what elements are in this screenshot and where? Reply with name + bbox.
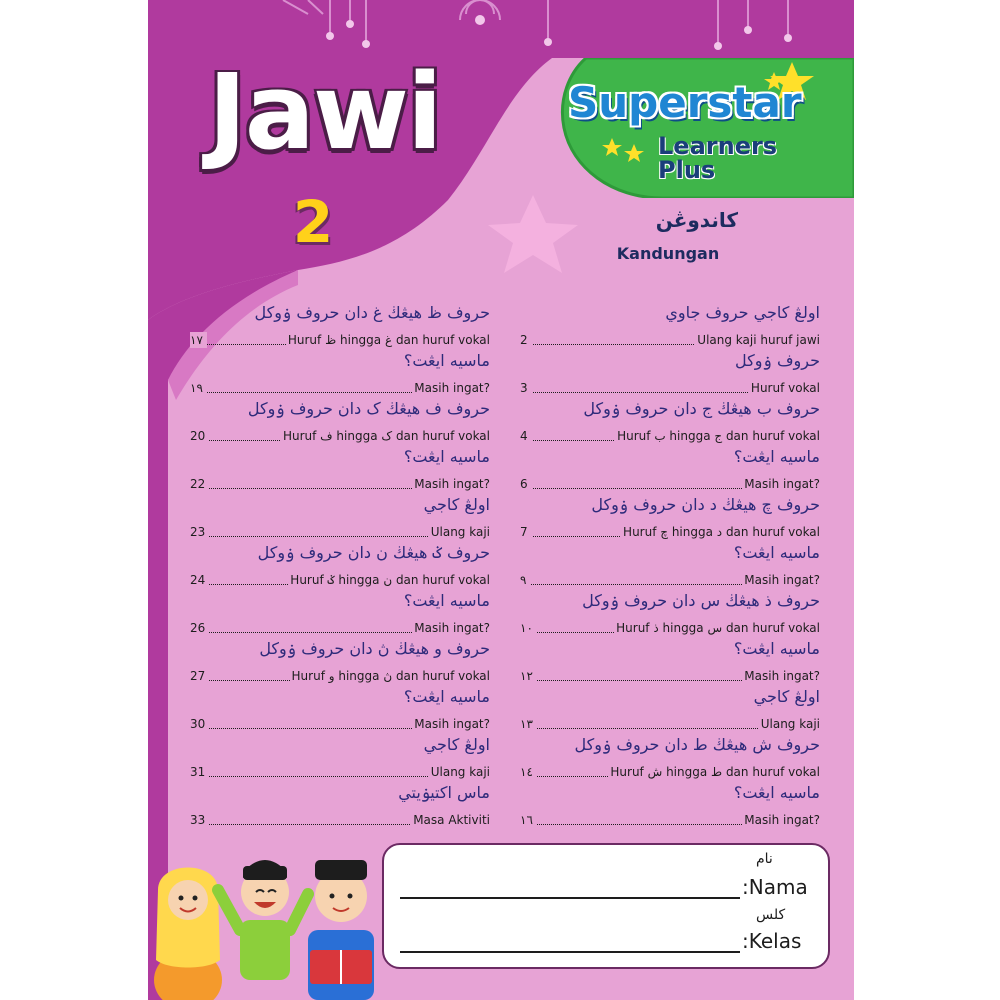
contents-entry — [520, 782, 820, 830]
entry-title-rumi: Huruf ذ hingga س dan huruf vokal — [616, 621, 820, 635]
entry-title-rumi: Huruf چ hingga د dan huruf vokal — [623, 525, 820, 539]
entry-page-number: ١٣ — [520, 716, 537, 732]
contents-entry — [190, 494, 490, 542]
entry-title-jawi: ماسيه ايڠت؟ — [403, 447, 490, 466]
contents-entry — [520, 590, 820, 638]
entry-page-number: 24 — [190, 572, 209, 588]
entry-title-rumi: Huruf ظ hingga غ dan huruf vokal — [287, 333, 490, 347]
entry-dot-leader — [520, 710, 820, 729]
entry-title-jawi: حروف ذ هيڠڬ س دان حروف ۏوكل — [582, 591, 820, 610]
name-class-form — [382, 843, 830, 969]
entry-page-number: ١٧ — [190, 332, 207, 348]
entry-page-number: 3 — [520, 380, 532, 396]
class-label: :Kelas — [742, 929, 802, 953]
entry-page-number: 23 — [190, 524, 209, 540]
brand-name: Superstar — [568, 78, 802, 127]
entry-title-jawi: حروف ش هيڠڬ ط دان حروف ۏوكل — [574, 735, 820, 754]
entry-dot-leader — [190, 710, 490, 729]
entry-page-number: ١٦ — [520, 812, 537, 828]
entry-title-rumi: Huruf و hingga ڽ dan huruf vokal — [291, 669, 490, 683]
entry-title-rumi: Masih ingat? — [744, 669, 820, 683]
entry-dot-leader — [190, 758, 490, 777]
entry-dot-leader — [190, 326, 490, 345]
contents-entry — [520, 350, 820, 398]
entry-dot-leader — [190, 518, 490, 537]
entry-title-rumi: Masih ingat? — [414, 477, 490, 491]
entry-dot-leader — [190, 662, 490, 681]
entry-page-number: ١٩ — [190, 380, 207, 396]
entry-title-jawi: حروف ف هيڠڬ ک دان حروف ۏوكل — [247, 399, 490, 418]
contents-entry — [190, 350, 490, 398]
entry-dot-leader — [190, 374, 490, 393]
entry-dot-leader — [520, 326, 820, 345]
entry-title-jawi: ماسيه ايڠت؟ — [403, 351, 490, 370]
entry-page-number: 26 — [190, 620, 209, 636]
entry-title-rumi: Ulang kaji — [760, 717, 820, 731]
contents-entry — [520, 494, 820, 542]
entry-title-rumi: Huruf ش hingga ط dan huruf vokal — [610, 765, 820, 779]
class-label-jawi: كلس — [756, 907, 786, 923]
entry-dot-leader — [520, 566, 820, 585]
entry-dot-leader — [190, 422, 490, 441]
entry-dot-leader — [190, 614, 490, 633]
name-label: :Nama — [742, 875, 808, 899]
contents-entry — [190, 638, 490, 686]
entry-title-jawi: اولڠ كاجي — [423, 735, 490, 754]
entry-page-number: ١٤ — [520, 764, 537, 780]
entry-page-number: ١٢ — [520, 668, 537, 684]
entry-dot-leader — [520, 662, 820, 681]
entry-title-jawi: حروف ظ هيڠڬ غ دان حروف ۏوكل — [254, 303, 490, 322]
entry-title-jawi: ماسيه ايڠت؟ — [733, 543, 820, 562]
entry-title-rumi: Masih ingat? — [414, 717, 490, 731]
entry-title-rumi: Masih ingat? — [414, 381, 490, 395]
entry-title-jawi: حروف ۏوكل — [735, 351, 820, 370]
entry-page-number: 7 — [520, 524, 532, 540]
entry-title-rumi: Masih ingat? — [744, 477, 820, 491]
entry-dot-leader — [520, 758, 820, 777]
entry-title-rumi: Huruf vokal — [750, 381, 820, 395]
book-cover — [148, 0, 854, 1000]
entry-title-rumi: Huruf ب hingga ج dan huruf vokal — [617, 429, 820, 443]
name-field[interactable] — [400, 897, 740, 899]
contents-entry — [520, 398, 820, 446]
entry-dot-leader — [190, 470, 490, 489]
entry-title-rumi: Masih ingat? — [744, 813, 820, 827]
entry-page-number: ٩ — [520, 572, 530, 588]
entry-page-number: 31 — [190, 764, 209, 780]
volume-number: 2 — [292, 188, 334, 256]
contents-entry — [520, 734, 820, 782]
contents-entry — [190, 542, 490, 590]
entry-title-jawi: ماس اكتيۏيتي — [398, 783, 490, 802]
entry-page-number: 20 — [190, 428, 209, 444]
book-title: Jawi — [208, 51, 441, 173]
entry-title-rumi: Huruf ݢ hingga ن dan huruf vokal — [290, 573, 490, 587]
entry-dot-leader — [190, 566, 490, 585]
entry-dot-leader — [520, 518, 820, 537]
contents-entry — [520, 542, 820, 590]
entry-title-rumi: Masih ingat? — [744, 573, 820, 587]
entry-title-jawi: ماسيه ايڠت؟ — [403, 687, 490, 706]
entry-title-jawi: ماسيه ايڠت؟ — [403, 591, 490, 610]
entry-title-jawi: حروف ب هيڠڬ ج دان حروف ۏوكل — [583, 399, 820, 418]
contents-entry — [190, 782, 490, 830]
entry-dot-leader — [520, 422, 820, 441]
entry-title-rumi: Masa Aktiviti — [413, 813, 490, 827]
star-icon — [478, 195, 588, 275]
contents-entry — [520, 302, 820, 350]
contents-entry — [520, 446, 820, 494]
entry-title-rumi: Masih ingat? — [414, 621, 490, 635]
contents-heading-jawi: كاندوڠن — [655, 208, 738, 232]
entry-dot-leader — [520, 806, 820, 825]
children-illustration — [148, 830, 388, 1000]
entry-dot-leader — [520, 614, 820, 633]
entry-page-number: 30 — [190, 716, 209, 732]
entry-page-number: ١٠ — [520, 620, 537, 636]
contents-entry — [190, 302, 490, 350]
name-label-jawi: نام — [756, 851, 773, 867]
entry-dot-leader — [190, 806, 490, 825]
entry-dot-leader — [520, 374, 820, 393]
contents-entry — [190, 734, 490, 782]
entry-title-jawi: اولڠ كاجي — [423, 495, 490, 514]
entry-page-number: 27 — [190, 668, 209, 684]
contents-entry — [190, 446, 490, 494]
entry-title-jawi: حروف ݢ هيڠڬ ن دان حروف ۏوكل — [257, 543, 490, 562]
entry-title-rumi: Ulang kaji — [430, 525, 490, 539]
contents-entry — [190, 398, 490, 446]
contents-entry — [520, 686, 820, 734]
entry-title-jawi: حروف چ هيڠڬ د دان حروف ۏوكل — [591, 495, 820, 514]
entry-title-rumi: Ulang kaji — [430, 765, 490, 779]
entry-title-jawi: ماسيه ايڠت؟ — [733, 783, 820, 802]
entry-title-jawi: اولڠ كاجي حروف جاوي — [665, 303, 820, 322]
entry-title-rumi: Huruf ف hingga ک dan huruf vokal — [282, 429, 490, 443]
entry-title-jawi: حروف و هيڠڬ ڽ دان حروف ۏوكل — [259, 639, 490, 658]
entry-page-number: 6 — [520, 476, 532, 492]
entry-page-number: 33 — [190, 812, 209, 828]
entry-title-jawi: اولڠ كاجي — [753, 687, 820, 706]
class-field[interactable] — [400, 951, 740, 953]
entry-title-jawi: ماسيه ايڠت؟ — [733, 447, 820, 466]
entry-page-number: 22 — [190, 476, 209, 492]
entry-dot-leader — [520, 470, 820, 489]
contents-entry — [190, 590, 490, 638]
entry-page-number: 4 — [520, 428, 532, 444]
entry-title-jawi: ماسيه ايڠت؟ — [733, 639, 820, 658]
contents-entry — [520, 638, 820, 686]
entry-title-rumi: Ulang kaji huruf jawi — [697, 333, 820, 347]
entry-page-number: 2 — [520, 332, 532, 348]
brand-subtitle: Learners Plus — [658, 132, 778, 184]
contents-heading: Kandungan — [616, 244, 720, 263]
contents-entry — [190, 686, 490, 734]
